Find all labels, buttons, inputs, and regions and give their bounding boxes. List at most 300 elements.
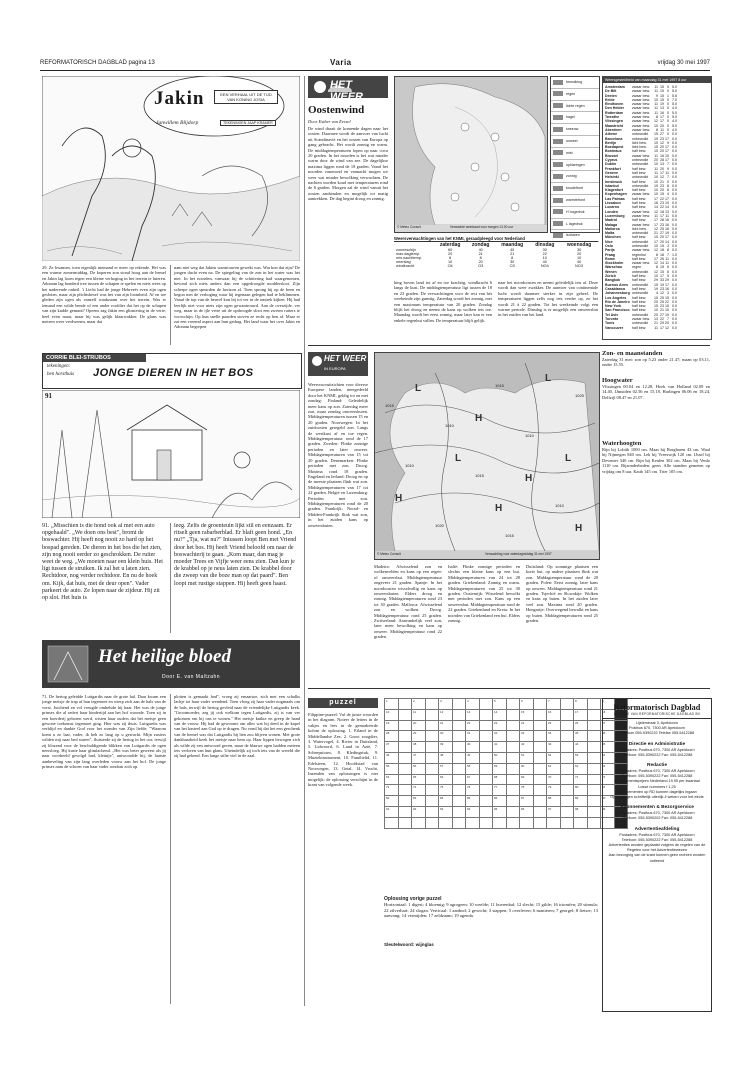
puzzel-cell[interactable]: 77 <box>493 785 507 796</box>
puzzel-cell[interactable] <box>506 806 520 817</box>
puzzel-cell[interactable]: 20 <box>412 720 426 731</box>
puzzel-cell[interactable] <box>385 817 399 828</box>
bloed-author: Door E. van Maltzahn <box>162 674 221 680</box>
puzzel-cell[interactable]: 52 <box>547 752 561 763</box>
city-value: 11 <box>654 170 658 175</box>
city-value: 12 <box>654 248 658 253</box>
city-name: Zürich <box>605 274 616 279</box>
puzzel-cell[interactable] <box>560 774 574 785</box>
isobar-label: 1010 <box>525 433 534 438</box>
hoogwater-text: Vlissingen 00.04 en 12.28, Hoek van Holland 02.09 en 14.40, IJmuiden 02.56 en 15.18, Harlingen 06.06 en 18.24, Delfzijl 08.47 en 21.07. <box>602 384 710 400</box>
puzzel-cell[interactable]: 51 <box>520 752 534 763</box>
city-name: Maastricht <box>605 123 623 128</box>
puzzel-cell[interactable]: 72 <box>601 774 615 785</box>
section-title: Varia <box>330 58 352 67</box>
puzzel-cell[interactable]: 87 <box>520 796 534 807</box>
city-value: 0 <box>667 179 669 184</box>
puzzel-cell[interactable]: 11 <box>412 709 426 720</box>
puzzel-cell[interactable] <box>587 806 601 817</box>
puzzel-cell[interactable]: 62 <box>574 763 588 774</box>
puzzel-cell[interactable] <box>587 817 601 828</box>
puzzel-cell[interactable]: 66 <box>439 774 453 785</box>
puzzel-cell[interactable] <box>479 731 493 742</box>
puzzel-cell[interactable]: 8 <box>574 699 588 710</box>
city-value: zwaar bew. <box>632 248 650 253</box>
puzzel-cell[interactable]: 76 <box>466 785 480 796</box>
puzzel-cell[interactable]: 88 <box>547 796 561 807</box>
puzzel-cell[interactable] <box>506 699 520 710</box>
puzzel-cell[interactable] <box>398 752 412 763</box>
puzzel-cell[interactable] <box>533 774 547 785</box>
puzzel-cell[interactable] <box>479 720 493 731</box>
weather-byline: Door Esther van Eersel <box>308 119 351 124</box>
city-value: 17 <box>660 325 664 330</box>
city-value: 11 <box>654 89 658 94</box>
puzzel-cell[interactable] <box>587 720 601 731</box>
puzzel-cell[interactable]: 30 <box>439 731 453 742</box>
city-value: 29 <box>665 278 669 283</box>
city-value: 10 <box>665 153 669 158</box>
puzzel-cell[interactable] <box>560 752 574 763</box>
high-pressure-label: H <box>525 473 533 484</box>
puzzel-cell[interactable] <box>574 817 588 828</box>
puzzel-cell[interactable] <box>506 709 520 720</box>
puzzel-solution-text: Horizontaal: 1 digest; 4 bloemig; 9 agrogeen; 10 weelde; 11 boerenbal; 12 slecht; 15 gilde; 16 triomfen; 20 stimula; 22 zilverhart; 24 slogan. Verticaal: 1 aanbod; 2 gewicht; 3 stappen; 5 overleven; 6 manieren; 7 georgel; 8 fietser; 13 aanvang; 14 vermijden; 17 zeldzaam; 19 agenda. <box>384 902 598 919</box>
puzzel-cell[interactable]: 92 <box>412 806 426 817</box>
puzzel-cell[interactable]: 56 <box>412 763 426 774</box>
city-name: Twenthe <box>605 115 620 120</box>
puzzel-cell[interactable] <box>452 774 466 785</box>
puzzel-cell[interactable] <box>493 817 507 828</box>
puzzel-cell[interactable] <box>479 742 493 753</box>
puzzel-cell[interactable]: 83 <box>412 796 426 807</box>
jakin-title: Jakin <box>154 88 205 109</box>
puzzel-cell[interactable]: 53 <box>574 752 588 763</box>
puzzel-grid-row <box>385 796 628 807</box>
puzzel-cell[interactable] <box>425 720 439 731</box>
city-value: 0.0 <box>672 269 677 274</box>
puzzel-cell[interactable] <box>479 774 493 785</box>
isobar-label: 1015 <box>505 533 514 538</box>
puzzel-cell[interactable]: 58 <box>466 763 480 774</box>
puzzel-cell[interactable] <box>506 752 520 763</box>
puzzel-cell[interactable]: 94 <box>466 806 480 817</box>
puzzel-cell[interactable]: 45 <box>601 742 615 753</box>
puzzel-cell[interactable]: 39 <box>439 742 453 753</box>
puzzel-cell[interactable]: 50 <box>493 752 507 763</box>
puzzel-cell[interactable]: 16 <box>547 709 561 720</box>
puzzel-cell[interactable] <box>398 796 412 807</box>
jakin-subtitle: EEN VERHAAL UIT DE TIJD VAN KONING JOSIA <box>214 90 278 104</box>
city-value: 4 <box>656 291 658 296</box>
puzzel-cell[interactable]: 41 <box>493 742 507 753</box>
puzzel-cell[interactable] <box>506 817 520 828</box>
puzzel-cell[interactable]: 34 <box>547 731 561 742</box>
city-value: 18 <box>660 248 664 253</box>
puzzel-cell[interactable] <box>533 742 547 753</box>
puzzel-cell[interactable] <box>560 763 574 774</box>
puzzel-cell[interactable] <box>425 699 439 710</box>
legend-symbol-icon <box>553 221 563 226</box>
puzzel-cell[interactable]: 7 <box>547 699 561 710</box>
puzzel-cell[interactable] <box>533 752 547 763</box>
city-value: 10 <box>654 308 658 313</box>
city-value: 4.0 <box>672 106 677 111</box>
puzzel-cell[interactable] <box>533 796 547 807</box>
puzzel-cell[interactable]: 14 <box>493 709 507 720</box>
puzzel-cell[interactable] <box>506 774 520 785</box>
city-value: 0.0 <box>672 209 677 214</box>
puzzel-cell[interactable] <box>479 752 493 763</box>
puzzel-cell[interactable]: 10 <box>385 709 399 720</box>
puzzel-cell[interactable] <box>452 699 466 710</box>
puzzel-cell[interactable]: 63 <box>601 763 615 774</box>
corrie-author: CORRIE BLEI-STRIJBOS <box>43 354 146 362</box>
puzzel-cell[interactable]: 81 <box>601 785 615 796</box>
forecast-day: zondag <box>471 242 490 248</box>
city-name: Casablanca <box>605 286 625 291</box>
puzzel-cell[interactable]: 17 <box>574 709 588 720</box>
puzzel-cell[interactable]: 9 <box>601 699 615 710</box>
puzzel-cell[interactable]: 89 <box>574 796 588 807</box>
puzzel-cell[interactable]: 98 <box>574 806 588 817</box>
puzzel-cell[interactable] <box>452 720 466 731</box>
puzzel-cell[interactable]: 27 <box>601 720 615 731</box>
puzzel-cell[interactable]: 15 <box>520 709 534 720</box>
legend-symbol-icon <box>553 127 563 132</box>
puzzel-grid-row <box>385 806 628 817</box>
puzzel-cell[interactable]: 97 <box>547 806 561 817</box>
puzzel-cell[interactable] <box>425 742 439 753</box>
puzzel-cell[interactable]: 75 <box>439 785 453 796</box>
city-value: 17 <box>660 274 664 279</box>
puzzel-cell[interactable]: 31 <box>466 731 480 742</box>
weather-divider <box>308 345 710 346</box>
puzzel-cell[interactable] <box>560 699 574 710</box>
puzzel-cell[interactable]: 80 <box>574 785 588 796</box>
puzzel-cell[interactable] <box>412 817 426 828</box>
colofon-heading: Abonnementen & Bezorgservice <box>620 805 694 811</box>
puzzel-cell[interactable]: 28 <box>385 731 399 742</box>
city-value: zwaar bew. <box>632 209 650 214</box>
puzzel-cell[interactable]: 82 <box>385 796 399 807</box>
puzzel-cell[interactable]: 47 <box>412 752 426 763</box>
puzzel-cell[interactable] <box>560 796 574 807</box>
puzzel-cell[interactable] <box>506 785 520 796</box>
city-value: 0.0 <box>672 265 677 270</box>
puzzel-cell[interactable] <box>479 806 493 817</box>
high-pressure-label: H <box>475 413 483 424</box>
puzzel-grid-row <box>385 763 628 774</box>
puzzel-cell[interactable]: 1 <box>385 699 399 710</box>
puzzel-cell[interactable]: 33 <box>520 731 534 742</box>
puzzel-cell[interactable]: 13 <box>466 709 480 720</box>
city-value: 20 <box>660 239 664 244</box>
city-value: 15 <box>654 304 658 309</box>
city-value: 1.0 <box>672 252 677 257</box>
puzzel-cell[interactable] <box>533 731 547 742</box>
puzzel-cell[interactable]: 48 <box>439 752 453 763</box>
city-value: zwaar bew. <box>632 192 650 197</box>
puzzel-cell[interactable] <box>398 817 412 828</box>
puzzel-cell[interactable]: 84 <box>439 796 453 807</box>
legend-label: koudefront <box>566 186 583 191</box>
puzzel-cell[interactable] <box>452 817 466 828</box>
puzzel-cell[interactable] <box>452 785 466 796</box>
city-value: 11 <box>660 127 664 132</box>
city-value: zwaar bew. <box>632 97 650 102</box>
puzzel-cell[interactable] <box>587 752 601 763</box>
puzzel-cell[interactable] <box>398 806 412 817</box>
city-value: 9 <box>667 166 669 171</box>
puzzel-cell[interactable] <box>452 709 466 720</box>
puzzel-cell[interactable]: 96 <box>520 806 534 817</box>
puzzel-cell[interactable] <box>506 796 520 807</box>
puzzel-cell[interactable] <box>560 731 574 742</box>
puzzel-cell[interactable] <box>479 709 493 720</box>
city-value: zwaar bew. <box>632 123 650 128</box>
puzzel-cell[interactable] <box>479 763 493 774</box>
puzzel-cell[interactable]: 37 <box>385 742 399 753</box>
city-name: Rome <box>605 256 615 261</box>
puzzel-cell[interactable]: 44 <box>574 742 588 753</box>
city-value: 8 <box>656 252 658 257</box>
puzzel-cell[interactable] <box>398 763 412 774</box>
puzzel-cell[interactable]: 95 <box>493 806 507 817</box>
forecast-day: dinsdag <box>535 242 555 248</box>
puzzel-cell[interactable]: 90 <box>601 796 615 807</box>
puzzel-cell[interactable] <box>425 731 439 742</box>
puzzel-cell[interactable]: 25 <box>547 720 561 731</box>
puzzel-cell[interactable] <box>452 731 466 742</box>
city-name: Tel Aviv <box>605 312 619 317</box>
puzzel-cell[interactable]: 32 <box>493 731 507 742</box>
puzzel-cell[interactable]: 91 <box>385 806 399 817</box>
puzzel-cell[interactable]: 65 <box>412 774 426 785</box>
city-value: 5.0 <box>672 89 677 94</box>
puzzel-cell[interactable] <box>587 709 601 720</box>
puzzel-cell[interactable] <box>560 806 574 817</box>
puzzel-cell[interactable]: 35 <box>574 731 588 742</box>
puzzel-cell[interactable] <box>533 709 547 720</box>
city-value: 29 <box>654 278 658 283</box>
puzzel-cell[interactable] <box>547 817 561 828</box>
puzzel-cell[interactable]: 69 <box>520 774 534 785</box>
puzzel-cell[interactable]: 70 <box>547 774 561 785</box>
puzzel-cell[interactable] <box>425 806 439 817</box>
puzzel-cell[interactable] <box>398 774 412 785</box>
puzzel-cell[interactable] <box>425 752 439 763</box>
puzzel-cell[interactable] <box>560 742 574 753</box>
puzzel-cell[interactable] <box>425 785 439 796</box>
city-value: 11 <box>665 170 669 175</box>
city-name: Aberdeen <box>605 127 622 132</box>
puzzel-cell[interactable]: 3 <box>439 699 453 710</box>
puzzel-cell[interactable]: 38 <box>412 742 426 753</box>
city-value: 14 <box>665 205 669 210</box>
puzzel-cell[interactable]: 93 <box>439 806 453 817</box>
puzzel-cell[interactable] <box>560 720 574 731</box>
puzzel-cell[interactable] <box>587 742 601 753</box>
puzzel-cell[interactable] <box>520 817 534 828</box>
city-value: 7 <box>667 175 669 180</box>
puzzel-cell[interactable]: 29 <box>412 731 426 742</box>
puzzel-cell[interactable] <box>452 763 466 774</box>
puzzel-cell[interactable]: 24 <box>520 720 534 731</box>
puzzel-cell[interactable]: 5 <box>493 699 507 710</box>
puzzel-cell[interactable]: 61 <box>547 763 561 774</box>
puzzel-cell[interactable] <box>452 742 466 753</box>
city-value: 20 <box>660 166 664 171</box>
puzzel-cell[interactable]: 73 <box>385 785 399 796</box>
city-name: Den Helder <box>605 106 624 111</box>
puzzel-cell[interactable] <box>479 699 493 710</box>
city-value: 5.0 <box>672 110 677 115</box>
puzzel-cell[interactable] <box>425 763 439 774</box>
puzzel-cell[interactable]: 4 <box>466 699 480 710</box>
puzzel-cell[interactable]: 18 <box>601 709 615 720</box>
puzzel-cell[interactable]: 26 <box>574 720 588 731</box>
forecast-value: 30 <box>542 248 547 252</box>
city-value: 29 <box>660 321 664 326</box>
city-value: 17 <box>654 256 658 261</box>
puzzel-cell[interactable] <box>587 774 601 785</box>
city-name: Frankfurt <box>605 166 621 171</box>
city-value: 23 <box>660 201 664 206</box>
legend-label: isobaren <box>566 233 580 238</box>
puzzel-cell[interactable]: 40 <box>466 742 480 753</box>
puzzel-cell[interactable]: 22 <box>466 720 480 731</box>
puzzel-cell[interactable]: 78 <box>520 785 534 796</box>
city-name: Lissabon <box>605 201 621 206</box>
puzzel-cell[interactable] <box>439 817 453 828</box>
puzzel-cell[interactable]: 36 <box>601 731 615 742</box>
puzzel-cell[interactable] <box>587 763 601 774</box>
city-value: 15 <box>654 295 658 300</box>
city-value: half bew. <box>632 166 647 171</box>
forecast-value: 8 <box>511 256 514 260</box>
corrie-drawing <box>42 390 300 518</box>
puzzel-cell[interactable]: 64 <box>385 774 399 785</box>
puzzel-cell[interactable] <box>533 817 547 828</box>
city-value: half bew. <box>632 201 647 206</box>
puzzel-cell[interactable] <box>452 796 466 807</box>
city-name: Los Angeles <box>605 295 627 300</box>
puzzel-cell[interactable]: 6 <box>520 699 534 710</box>
legend-item <box>551 183 599 195</box>
puzzel-cell[interactable] <box>506 742 520 753</box>
forecast-value: 40 <box>542 260 547 264</box>
puzzel-cell[interactable] <box>425 817 439 828</box>
forecast-value: 30 <box>510 260 515 264</box>
puzzel-cell[interactable]: 59 <box>493 763 507 774</box>
puzzel-cell[interactable] <box>398 742 412 753</box>
city-value: 26 <box>660 256 664 261</box>
puzzel-cell[interactable] <box>533 806 547 817</box>
puzzel-cell[interactable] <box>398 720 412 731</box>
puzzel-cell[interactable] <box>398 785 412 796</box>
puzzel-cell[interactable]: 85 <box>466 796 480 807</box>
puzzel-cell[interactable] <box>425 796 439 807</box>
puzzel-cell[interactable]: 49 <box>466 752 480 763</box>
city-value: 0.0 <box>672 153 677 158</box>
puzzel-cell[interactable]: 99 <box>601 806 615 817</box>
puzzel-cell[interactable] <box>587 796 601 807</box>
puzzel-cell[interactable] <box>533 699 547 710</box>
city-value: 16 <box>660 153 664 158</box>
puzzel-cell[interactable]: 43 <box>547 742 561 753</box>
puzzel-cell[interactable] <box>587 731 601 742</box>
city-value: 23 <box>660 136 664 141</box>
puzzel-cell[interactable]: 19 <box>385 720 399 731</box>
puzzel-cell[interactable] <box>587 699 601 710</box>
puzzel-cell[interactable]: 46 <box>385 752 399 763</box>
puzzel-cell[interactable]: 60 <box>520 763 534 774</box>
puzzel-cell[interactable] <box>560 709 574 720</box>
puzzel-cell[interactable]: 67 <box>466 774 480 785</box>
city-value: 10 <box>654 140 658 145</box>
puzzel-cell[interactable] <box>506 763 520 774</box>
puzzel-cell[interactable]: 57 <box>439 763 453 774</box>
city-value: 18 <box>660 209 664 214</box>
city-value: 20 <box>660 145 664 150</box>
puzzel-cell[interactable]: 86 <box>493 796 507 807</box>
puzzel-cell[interactable]: 12 <box>439 709 453 720</box>
puzzel-cell[interactable]: 68 <box>493 774 507 785</box>
city-value: 9 <box>667 140 669 145</box>
puzzel-cell[interactable] <box>452 806 466 817</box>
puzzel-cell[interactable] <box>587 785 601 796</box>
city-value: 20 <box>660 123 664 128</box>
puzzel-cell[interactable] <box>466 817 480 828</box>
puzzel-cell[interactable]: 79 <box>547 785 561 796</box>
puzzel-cell[interactable]: 54 <box>601 752 615 763</box>
city-name: Rio de Janeiro <box>605 299 630 304</box>
puzzel-cell[interactable]: 23 <box>493 720 507 731</box>
puzzel-cell[interactable]: 71 <box>574 774 588 785</box>
puzzel-cell[interactable] <box>479 796 493 807</box>
puzzel-cell[interactable] <box>506 731 520 742</box>
puzzel-cell[interactable] <box>398 699 412 710</box>
city-value: 12 <box>660 291 664 296</box>
puzzel-cell[interactable] <box>425 709 439 720</box>
city-value: 0.0 <box>672 166 677 171</box>
puzzel-cell[interactable] <box>479 785 493 796</box>
legend-symbol-icon <box>553 150 563 155</box>
city-value: 10 <box>654 97 658 102</box>
puzzel-cell[interactable]: 42 <box>520 742 534 753</box>
city-value: 15 <box>665 295 669 300</box>
puzzel-cell[interactable]: 74 <box>412 785 426 796</box>
city-value: 7 <box>667 252 669 257</box>
puzzel-cell[interactable]: 2 <box>412 699 426 710</box>
puzzel-cell[interactable] <box>398 731 412 742</box>
puzzel-cell[interactable] <box>479 817 493 828</box>
puzzel-cell[interactable] <box>533 763 547 774</box>
puzzel-cell[interactable] <box>533 785 547 796</box>
puzzel-cell[interactable] <box>452 752 466 763</box>
puzzel-cell[interactable] <box>398 709 412 720</box>
puzzel-cell[interactable]: 55 <box>385 763 399 774</box>
puzzel-sleutelwoord: Sleutelwoord: wijnglas <box>384 942 434 947</box>
section-rule <box>304 76 305 1006</box>
puzzel-cell[interactable] <box>560 785 574 796</box>
puzzel-cell[interactable]: 21 <box>439 720 453 731</box>
puzzel-cell[interactable] <box>560 817 574 828</box>
puzzel-cell[interactable] <box>506 720 520 731</box>
puzzel-cell[interactable] <box>533 720 547 731</box>
puzzel-cell[interactable] <box>425 774 439 785</box>
